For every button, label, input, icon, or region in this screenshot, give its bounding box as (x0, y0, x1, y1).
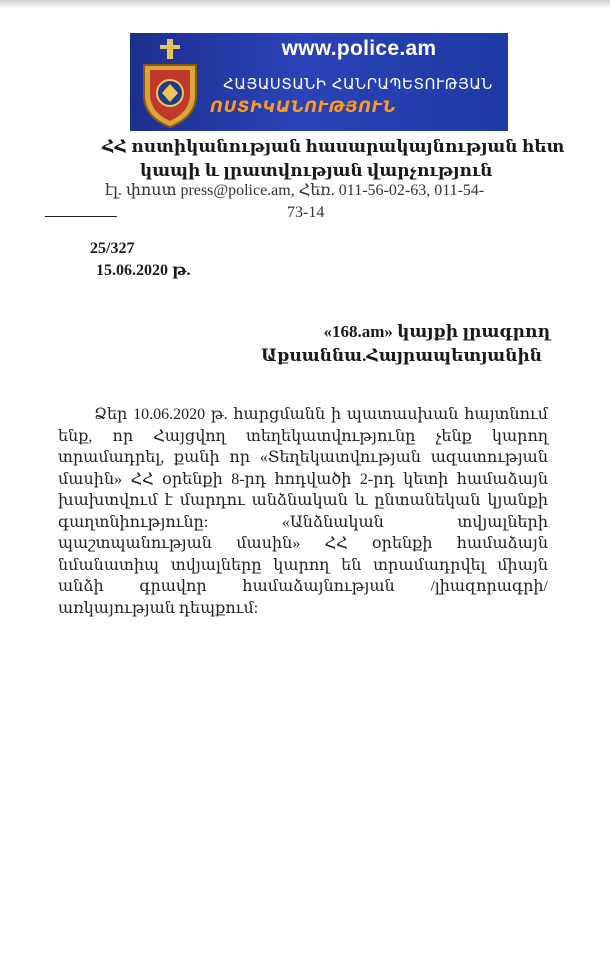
letterhead-url: www.police.am (281, 37, 437, 60)
header-divider (45, 216, 117, 217)
recipient-block (261, 320, 550, 368)
letterhead-org-line2: ՈՍՏԻԿԱՆՈՒԹՅՈՒՆ (210, 97, 396, 116)
police-emblem-icon (138, 37, 202, 129)
department-line2: կապի և լրատվության վարչություն (140, 161, 493, 180)
page-top-shadow (0, 0, 610, 8)
reference-date: 15.06.2020 թ. (96, 262, 191, 279)
department-title (60, 135, 580, 183)
contact-line2: 73-14 (287, 204, 325, 221)
police-letterhead-banner (130, 33, 508, 131)
contact-info (105, 180, 525, 224)
recipient-line2: Աքսաննա.Հայրապետյանին (260, 346, 542, 365)
letterhead-org-line1: ՀԱՅԱՍՏԱՆԻ ՀԱՆՐԱՊԵՏՈՒԹՅԱՆ (223, 75, 493, 93)
department-line1: ՀՀ ոստիկանության հասարակայնության հետ (102, 137, 565, 156)
contact-line1: էլ. փոստ press@police.am, Հեռ. 011-56-02-63, 011-54- (105, 182, 485, 199)
recipient-line1: «168.am» կայքի լրագրող (323, 322, 550, 341)
document-reference (90, 238, 191, 282)
letter-body-paragraph: Ձեր 10.06.2020 թ. հարցմանն ի պատասխան հայտնում ենք, որ Հայցվող տեղեկատվությունը չենք կարող տրամադրել, քանի որ «Տեղեկատվության ազատության մասին» ՀՀ օրենքի 8-րդ հոդվածի 2-րդ կետի համաձայն խախտվում է մարդու անձնական և ընտանեկան կյանքի գաղտնիությունը: «Անձնական տվյալների պաշտպանության մասին» ՀՀ օրենքի համաձայն նմանատիպ տվյալները կարող են տրամադրվել միայն անձի գրավոր համաձայնության /լիազորագրի/ առկայության դեպքում: (58, 406, 548, 617)
reference-number: 25/327 (90, 240, 135, 257)
